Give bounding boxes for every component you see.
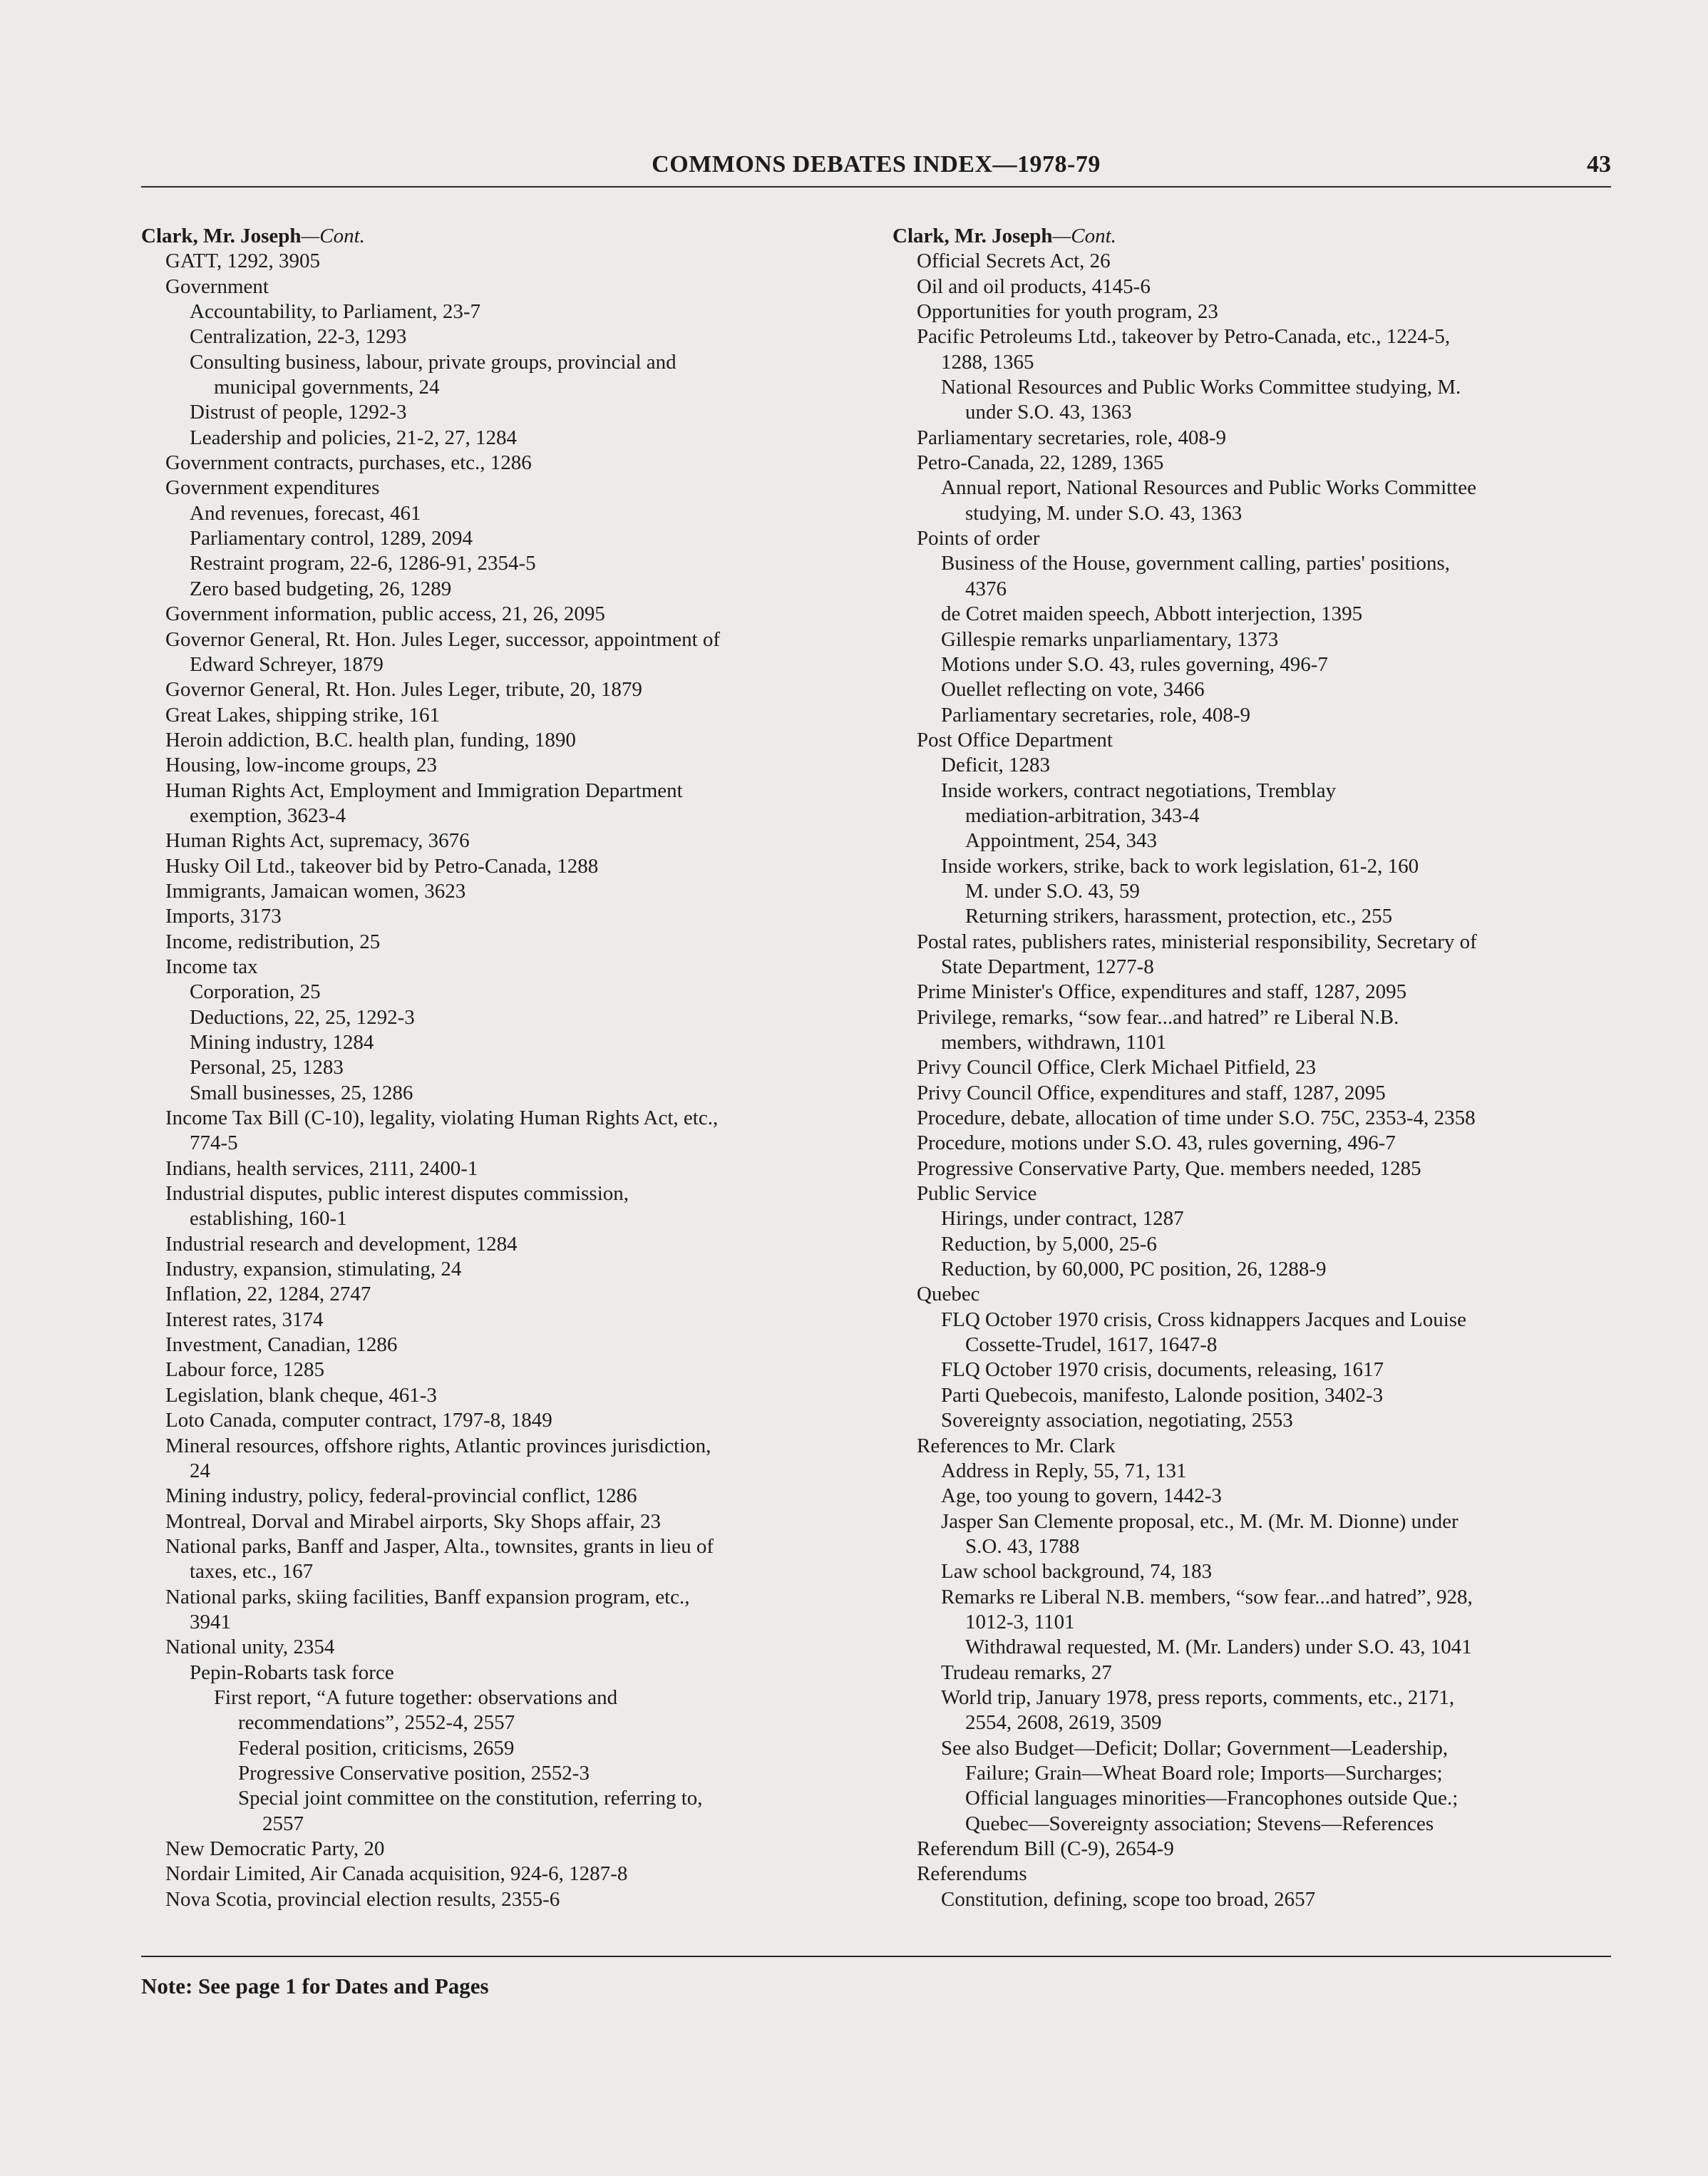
index-entry bbox=[141, 1081, 861, 1106]
index-entry bbox=[141, 828, 861, 853]
entry-text: Heroin addiction, B.C. health plan, funding, 1890 bbox=[165, 728, 576, 751]
index-entry bbox=[892, 1887, 1612, 1912]
entry-text: Government bbox=[165, 274, 269, 298]
entry-text: Referendums bbox=[917, 1862, 1027, 1886]
entry-text: Imports, 3173 bbox=[165, 905, 282, 928]
index-entry bbox=[892, 501, 1612, 526]
entry-text: Reduction, by 5,000, 25-6 bbox=[941, 1232, 1157, 1256]
index-entry bbox=[892, 324, 1612, 349]
entry-text: Motions under S.O. 43, rules governing, 496-7 bbox=[941, 652, 1328, 676]
index-entry bbox=[892, 249, 1612, 274]
entry-text: Human Rights Act, supremacy, 3676 bbox=[165, 829, 470, 853]
entry-text: Income Tax Bill (C-10), legality, violating Human Rights Act, etc., bbox=[165, 1107, 719, 1130]
entry-text: Governor General, Rt. Hon. Jules Leger, tribute, 20, 1879 bbox=[165, 678, 642, 702]
index-entry bbox=[141, 1005, 861, 1030]
entry-text: Inside workers, strike, back to work legislation, 61-2, 160 bbox=[941, 854, 1419, 878]
entry-text: Human Rights Act, Employment and Immigration Department bbox=[165, 779, 683, 802]
index-entry bbox=[141, 501, 861, 526]
entry-text: Hirings, under contract, 1287 bbox=[941, 1207, 1184, 1231]
index-entry bbox=[141, 955, 861, 980]
entry-text: under S.O. 43, 1363 bbox=[965, 401, 1132, 424]
entry-text: Progressive Conservative position, 2552-3 bbox=[238, 1761, 590, 1785]
entry-text: Distrust of people, 1292-3 bbox=[190, 401, 407, 424]
entry-text: Montreal, Dorval and Mirabel airports, Sky Shops affair, 23 bbox=[165, 1509, 661, 1533]
entry-text: 1012-3, 1101 bbox=[965, 1610, 1075, 1633]
index-entry bbox=[892, 1837, 1612, 1862]
entry-text: establishing, 160-1 bbox=[190, 1207, 347, 1231]
index-entry bbox=[892, 955, 1612, 980]
index-entry bbox=[141, 728, 861, 753]
entry-text: 1288, 1365 bbox=[941, 350, 1034, 374]
index-entry bbox=[892, 1181, 1612, 1206]
entry-text: Constitution, defining, scope too broad, 2657 bbox=[941, 1887, 1316, 1911]
continued-marker: —Cont. bbox=[301, 225, 365, 247]
index-entry bbox=[141, 1408, 861, 1433]
index-entry bbox=[141, 274, 861, 299]
entry-text: Inside workers, contract negotiations, Tremblay bbox=[941, 779, 1337, 802]
index-entry bbox=[892, 728, 1612, 753]
entry-text: Privy Council Office, expenditures and staff, 1287, 2095 bbox=[917, 1081, 1386, 1104]
entry-text: Privilege, remarks, “sow fear...and hatred” re Liberal N.B. bbox=[917, 1005, 1399, 1029]
entry-text: Nova Scotia, provincial election results, 2355-6 bbox=[165, 1887, 560, 1911]
index-entry bbox=[141, 1459, 861, 1484]
index-entry bbox=[141, 1156, 861, 1181]
index-entry bbox=[892, 1232, 1612, 1257]
index-entry bbox=[141, 426, 861, 451]
index-entry bbox=[892, 451, 1612, 476]
entry-text: State Department, 1277-8 bbox=[941, 955, 1154, 978]
index-entry bbox=[892, 1333, 1612, 1358]
index-entry bbox=[892, 652, 1612, 677]
index-entry bbox=[892, 1559, 1612, 1584]
index-entry bbox=[141, 1812, 861, 1837]
index-entry bbox=[892, 1030, 1612, 1055]
index-entry bbox=[892, 350, 1612, 375]
continued-marker: —Cont. bbox=[1052, 225, 1116, 247]
entry-text: Edward Schreyer, 1879 bbox=[190, 652, 384, 676]
entry-text: Legislation, blank cheque, 461-3 bbox=[165, 1383, 437, 1407]
index-entry bbox=[141, 1206, 861, 1231]
index-entry bbox=[141, 451, 861, 476]
entry-text: M. under S.O. 43, 59 bbox=[965, 879, 1140, 903]
entry-text: Pacific Petroleums Ltd., takeover by Petro-Canada, etc., 1224-5, bbox=[917, 325, 1451, 349]
entry-text: Business of the House, government calling, parties' positions, bbox=[941, 552, 1451, 575]
index-entry bbox=[141, 1383, 861, 1408]
entry-text: Reduction, by 60,000, PC position, 26, 1288-9 bbox=[941, 1258, 1327, 1281]
index-entry bbox=[892, 854, 1612, 879]
index-entry bbox=[892, 1308, 1612, 1333]
footer-note: Note: See page 1 for Dates and Pages bbox=[141, 1974, 489, 1998]
entry-text: Post Office Department bbox=[917, 728, 1113, 751]
index-entry bbox=[141, 1257, 861, 1282]
index-entry bbox=[141, 753, 861, 778]
index-entry bbox=[892, 1786, 1612, 1811]
entry-text: References to Mr. Clark bbox=[917, 1434, 1116, 1457]
page-number: 43 bbox=[1587, 151, 1611, 178]
entry-text: Small businesses, 25, 1286 bbox=[190, 1081, 413, 1104]
index-entry bbox=[141, 1610, 861, 1635]
index-heading bbox=[892, 224, 1612, 249]
entry-text: Income, redistribution, 25 bbox=[165, 930, 381, 953]
index-entry bbox=[141, 602, 861, 627]
index-entry bbox=[892, 1408, 1612, 1433]
entry-text: Remarks re Liberal N.B. members, “sow fear...and hatred”, 928, bbox=[941, 1585, 1473, 1608]
index-entry bbox=[892, 375, 1612, 400]
entry-text: Industrial research and development, 1284 bbox=[165, 1232, 518, 1256]
index-entry bbox=[141, 703, 861, 728]
index-entry bbox=[141, 400, 861, 425]
page-header bbox=[141, 151, 1611, 190]
index-entry bbox=[141, 551, 861, 576]
entry-text: 774-5 bbox=[190, 1131, 238, 1155]
index-entry bbox=[141, 1484, 861, 1509]
index-entry bbox=[892, 703, 1612, 728]
index-entry bbox=[141, 1887, 861, 1912]
index-entry bbox=[141, 1685, 861, 1710]
entry-text: Annual report, National Resources and Public Works Committee bbox=[941, 476, 1476, 500]
index-entry bbox=[141, 1786, 861, 1811]
index-entry bbox=[141, 1635, 861, 1660]
entry-text: See also Budget—Deficit; Dollar; Government—Leadership, bbox=[941, 1736, 1449, 1760]
entry-text: Husky Oil Ltd., takeover bid by Petro-Canada, 1288 bbox=[165, 854, 599, 878]
index-entry bbox=[892, 1434, 1612, 1459]
index-entry bbox=[892, 980, 1612, 1005]
running-title: COMMONS DEBATES INDEX—1978-79 bbox=[652, 151, 1101, 178]
index-entry bbox=[141, 854, 861, 879]
index-entry bbox=[141, 1181, 861, 1206]
index-entry bbox=[892, 400, 1612, 425]
index-entry bbox=[892, 1761, 1612, 1786]
index-entry bbox=[892, 1534, 1612, 1559]
entry-text: Age, too young to govern, 1442-3 bbox=[941, 1484, 1222, 1508]
entry-text: Mineral resources, offshore rights, Atlantic provinces jurisdiction, bbox=[165, 1434, 711, 1457]
index-entry bbox=[141, 930, 861, 955]
index-entry bbox=[892, 1106, 1612, 1131]
entry-text: Trudeau remarks, 27 bbox=[941, 1661, 1112, 1684]
entry-text: Mining industry, policy, federal-provincial conflict, 1286 bbox=[165, 1484, 637, 1508]
entry-text: Prime Minister's Office, expenditures and staff, 1287, 2095 bbox=[917, 980, 1407, 1004]
entry-text: Law school background, 74, 183 bbox=[941, 1560, 1213, 1584]
entry-text: Consulting business, labour, private groups, provincial and bbox=[190, 350, 676, 374]
entry-text: Immigrants, Jamaican women, 3623 bbox=[165, 879, 466, 903]
entry-text: National Resources and Public Works Committee studying, M. bbox=[941, 376, 1461, 399]
index-entry bbox=[892, 526, 1612, 551]
entry-text: 4376 bbox=[965, 577, 1007, 600]
index-entry bbox=[141, 627, 861, 652]
index-entry bbox=[892, 299, 1612, 324]
entry-text: Ouellet reflecting on vote, 3466 bbox=[941, 678, 1205, 702]
entry-text: Industry, expansion, stimulating, 24 bbox=[165, 1258, 462, 1281]
entry-text: Procedure, motions under S.O. 43, rules governing, 496-7 bbox=[917, 1131, 1396, 1155]
entry-text: Nordair Limited, Air Canada acquisition, 924-6, 1287-8 bbox=[165, 1862, 628, 1886]
entry-text: Income tax bbox=[165, 955, 258, 978]
entry-text: Progressive Conservative Party, Que. members needed, 1285 bbox=[917, 1156, 1421, 1180]
entry-text: Quebec—Sovereignty association; Stevens—References bbox=[965, 1812, 1434, 1835]
index-entry bbox=[141, 577, 861, 602]
index-entry bbox=[141, 1661, 861, 1685]
entry-text: Appointment, 254, 343 bbox=[965, 829, 1158, 853]
index-entry bbox=[892, 551, 1612, 576]
index-entry bbox=[141, 1055, 861, 1080]
index-entry bbox=[892, 274, 1612, 299]
index-entry bbox=[892, 1257, 1612, 1282]
entry-text: Deductions, 22, 25, 1292-3 bbox=[190, 1005, 415, 1029]
entry-text: National parks, Banff and Jasper, Alta., townsites, grants in lieu of bbox=[165, 1534, 714, 1558]
entry-text: Withdrawal requested, M. (Mr. Landers) under S.O. 43, 1041 bbox=[965, 1636, 1472, 1659]
entry-text: Investment, Canadian, 1286 bbox=[165, 1333, 398, 1357]
entry-text: National parks, skiing facilities, Banff expansion program, etc., bbox=[165, 1585, 690, 1608]
index-entry bbox=[892, 602, 1612, 627]
entry-text: Inflation, 22, 1284, 2747 bbox=[165, 1283, 371, 1306]
index-entry bbox=[141, 1710, 861, 1735]
entry-text: Privy Council Office, Clerk Michael Pitfield, 23 bbox=[917, 1056, 1317, 1079]
entry-text: GATT, 1292, 3905 bbox=[165, 250, 320, 273]
entry-text: Housing, low-income groups, 23 bbox=[165, 754, 437, 777]
entry-text: Points of order bbox=[917, 527, 1040, 550]
index-entry bbox=[892, 1710, 1612, 1735]
entry-text: Interest rates, 3174 bbox=[165, 1308, 324, 1331]
entry-text: studying, M. under S.O. 43, 1363 bbox=[965, 501, 1243, 525]
index-entry bbox=[141, 1106, 861, 1131]
index-entry bbox=[141, 804, 861, 828]
entry-text: Government expenditures bbox=[165, 476, 380, 500]
index-entry bbox=[141, 1434, 861, 1459]
index-entry bbox=[141, 779, 861, 804]
entry-text: Governor General, Rt. Hon. Jules Leger, successor, appointment of bbox=[165, 627, 721, 651]
entry-text: Industrial disputes, public interest disputes commission, bbox=[165, 1182, 629, 1206]
entry-text: Jasper San Clemente proposal, etc., M. (Mr. M. Dionne) under bbox=[941, 1509, 1459, 1533]
entry-text: Mining industry, 1284 bbox=[190, 1031, 374, 1054]
entry-text: Clark, Mr. Joseph bbox=[892, 225, 1053, 247]
entry-text: Special joint committee on the constitution, referring to, bbox=[238, 1787, 703, 1810]
index-entry bbox=[141, 476, 861, 501]
entry-text: Gillespie remarks unparliamentary, 1373 bbox=[941, 627, 1279, 651]
index-entry bbox=[892, 1661, 1612, 1685]
index-entry bbox=[141, 1131, 861, 1156]
index-entry bbox=[892, 753, 1612, 778]
index-entry bbox=[141, 1559, 861, 1584]
entry-text: FLQ October 1970 crisis, documents, releasing, 1617 bbox=[941, 1358, 1384, 1382]
entry-text: Parti Quebecois, manifesto, Lalonde position, 3402-3 bbox=[941, 1383, 1384, 1407]
index-entry bbox=[141, 1030, 861, 1055]
entry-text: Returning strikers, harassment, protection, etc., 255 bbox=[965, 905, 1393, 928]
index-entry bbox=[141, 1308, 861, 1333]
entry-text: Cossette-Trudel, 1617, 1647-8 bbox=[965, 1333, 1218, 1357]
entry-text: S.O. 43, 1788 bbox=[965, 1534, 1080, 1558]
footer-rule bbox=[141, 1956, 1611, 1957]
index-entry bbox=[892, 828, 1612, 853]
entry-text: Official languages minorities—Francophones outside Que.; bbox=[965, 1787, 1459, 1810]
index-entry bbox=[141, 1585, 861, 1610]
entry-text: exemption, 3623-4 bbox=[190, 804, 346, 827]
entry-text: Deficit, 1283 bbox=[941, 754, 1051, 777]
index-entry bbox=[892, 1131, 1612, 1156]
entry-text: Labour force, 1285 bbox=[165, 1358, 325, 1382]
index-entry bbox=[892, 1736, 1612, 1761]
entry-text: Sovereignty association, negotiating, 2553 bbox=[941, 1409, 1293, 1432]
entry-text: Centralization, 22-3, 1293 bbox=[190, 325, 407, 349]
index-entry bbox=[892, 627, 1612, 652]
index-entry bbox=[892, 426, 1612, 451]
entry-text: taxes, etc., 167 bbox=[190, 1560, 314, 1584]
index-heading bbox=[141, 224, 861, 249]
index-entry bbox=[141, 904, 861, 929]
entry-text: recommendations”, 2552-4, 2557 bbox=[238, 1711, 515, 1735]
entry-text: Oil and oil products, 4145-6 bbox=[917, 274, 1151, 298]
index-entry bbox=[141, 1837, 861, 1862]
entry-text: Parliamentary secretaries, role, 408-9 bbox=[917, 426, 1227, 449]
index-entry bbox=[892, 1055, 1612, 1080]
entry-text: Accountability, to Parliament, 23-7 bbox=[190, 300, 481, 324]
entry-text: Clark, Mr. Joseph bbox=[141, 225, 302, 247]
entry-text: Personal, 25, 1283 bbox=[190, 1056, 344, 1079]
index-entry bbox=[141, 980, 861, 1005]
index-entry bbox=[892, 1459, 1612, 1484]
index-entry bbox=[141, 1736, 861, 1761]
entry-text: Indians, health services, 2111, 2400-1 bbox=[165, 1156, 478, 1180]
index-entry bbox=[892, 476, 1612, 501]
entry-text: Corporation, 25 bbox=[190, 980, 321, 1004]
entry-text: Official Secrets Act, 26 bbox=[917, 250, 1111, 273]
index-entry bbox=[141, 526, 861, 551]
entry-text: Government contracts, purchases, etc., 1286 bbox=[165, 451, 532, 475]
entry-text: Failure; Grain—Wheat Board role; Imports—Surcharges; bbox=[965, 1761, 1443, 1785]
entry-text: de Cotret maiden speech, Abbott interjection, 1395 bbox=[941, 602, 1363, 626]
entry-text: Zero based budgeting, 26, 1289 bbox=[190, 577, 452, 600]
entry-text: Leadership and policies, 21-2, 27, 1284 bbox=[190, 426, 518, 449]
entry-text: Great Lakes, shipping strike, 161 bbox=[165, 703, 440, 727]
entry-text: Federal position, criticisms, 2659 bbox=[238, 1736, 515, 1760]
index-entry bbox=[141, 1282, 861, 1307]
index-entry bbox=[892, 1585, 1612, 1610]
index-entry bbox=[892, 1509, 1612, 1534]
index-entry bbox=[141, 324, 861, 349]
right-index-column bbox=[892, 224, 1612, 1912]
entry-text: Pepin-Robarts task force bbox=[190, 1661, 394, 1684]
entry-text: National unity, 2354 bbox=[165, 1636, 335, 1659]
index-entry bbox=[892, 1812, 1612, 1837]
index-entry bbox=[892, 677, 1612, 702]
index-entry bbox=[141, 1333, 861, 1358]
entry-text: 3941 bbox=[190, 1610, 231, 1633]
index-entry bbox=[141, 1761, 861, 1786]
entry-text: Procedure, debate, allocation of time under S.O. 75C, 2353-4, 2358 bbox=[917, 1107, 1476, 1130]
entry-text: Postal rates, publishers rates, ministerial responsibility, Secretary of bbox=[917, 930, 1477, 953]
index-entry bbox=[892, 1610, 1612, 1635]
index-entry bbox=[892, 1635, 1612, 1660]
index-entry bbox=[892, 1484, 1612, 1509]
index-entry bbox=[892, 1383, 1612, 1408]
index-entry bbox=[141, 1358, 861, 1382]
index-entry bbox=[892, 779, 1612, 804]
entry-text: New Democratic Party, 20 bbox=[165, 1837, 385, 1860]
index-entry bbox=[892, 1005, 1612, 1030]
index-entry bbox=[141, 299, 861, 324]
index-entry bbox=[892, 577, 1612, 602]
entry-text: World trip, January 1978, press reports, comments, etc., 2171, bbox=[941, 1685, 1455, 1709]
entry-text: Referendum Bill (C-9), 2654-9 bbox=[917, 1837, 1174, 1860]
entry-text: 24 bbox=[190, 1459, 210, 1482]
entry-text: And revenues, forecast, 461 bbox=[190, 501, 421, 525]
index-entry bbox=[892, 1685, 1612, 1710]
index-entry bbox=[141, 652, 861, 677]
entry-text: members, withdrawn, 1101 bbox=[941, 1031, 1167, 1054]
index-entry bbox=[141, 1534, 861, 1559]
entry-text: 2554, 2608, 2619, 3509 bbox=[965, 1711, 1162, 1735]
index-entry bbox=[141, 1862, 861, 1887]
index-entry bbox=[141, 249, 861, 274]
index-entry bbox=[141, 879, 861, 904]
header-rule bbox=[141, 186, 1611, 188]
entry-text: Address in Reply, 55, 71, 131 bbox=[941, 1459, 1187, 1482]
entry-text: Petro-Canada, 22, 1289, 1365 bbox=[917, 451, 1164, 475]
entry-text: Quebec bbox=[917, 1283, 980, 1306]
entry-text: Loto Canada, computer contract, 1797-8, 1849 bbox=[165, 1409, 552, 1432]
entry-text: Restraint program, 22-6, 1286-91, 2354-5 bbox=[190, 552, 536, 575]
index-entry bbox=[892, 904, 1612, 929]
index-entry bbox=[892, 1081, 1612, 1106]
entry-text: 2557 bbox=[262, 1812, 304, 1835]
entry-text: mediation-arbitration, 343-4 bbox=[965, 804, 1200, 827]
left-index-column bbox=[141, 224, 861, 1912]
index-entry bbox=[892, 1862, 1612, 1887]
index-entry bbox=[892, 1156, 1612, 1181]
entry-text: Parliamentary secretaries, role, 408-9 bbox=[941, 703, 1251, 727]
index-entry bbox=[141, 350, 861, 375]
entry-text: Parliamentary control, 1289, 2094 bbox=[190, 527, 473, 550]
index-entry bbox=[141, 677, 861, 702]
entry-text: Government information, public access, 21, 26, 2095 bbox=[165, 602, 605, 626]
index-entry bbox=[892, 879, 1612, 904]
entry-text: Public Service bbox=[917, 1182, 1037, 1206]
entry-text: municipal governments, 24 bbox=[214, 376, 440, 399]
index-entry bbox=[892, 1206, 1612, 1231]
entry-text: Opportunities for youth program, 23 bbox=[917, 300, 1218, 324]
index-entry bbox=[892, 804, 1612, 828]
index-entry bbox=[141, 375, 861, 400]
index-entry bbox=[141, 1232, 861, 1257]
index-entry bbox=[892, 1282, 1612, 1307]
entry-text: FLQ October 1970 crisis, Cross kidnappers Jacques and Louise bbox=[941, 1308, 1466, 1331]
entry-text: First report, “A future together: observations and bbox=[214, 1685, 618, 1709]
index-entry bbox=[892, 930, 1612, 955]
index-entry bbox=[141, 1509, 861, 1534]
index-entry bbox=[892, 1358, 1612, 1382]
